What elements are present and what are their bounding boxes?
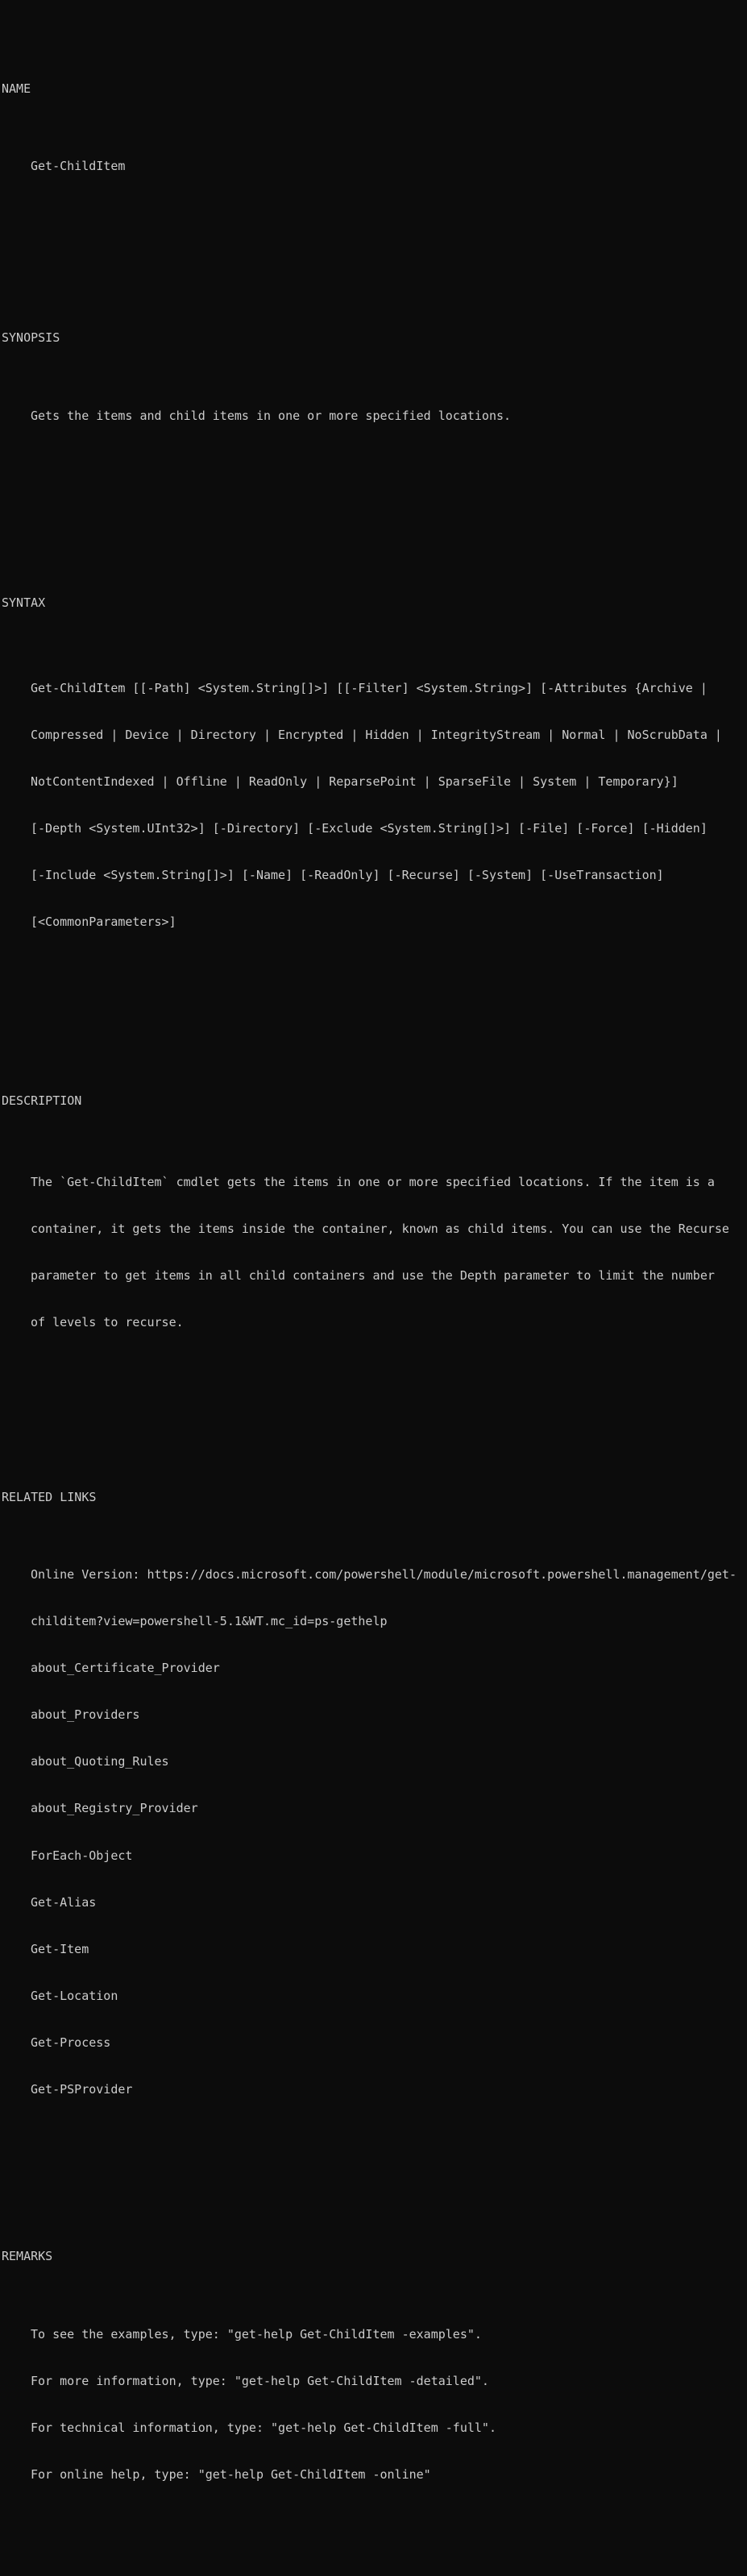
description-line: container, it gets the items inside the container, known as child items. You can use the Recurse — [31, 1222, 729, 1237]
related-link: about_Certificate_Provider — [31, 1661, 220, 1676]
related-link: Get-Item — [31, 1941, 89, 1956]
section-body-related-links — [2, 1537, 747, 2129]
description-line: of levels to recurse. — [31, 1315, 184, 1330]
help-section-synopsis — [2, 299, 747, 486]
remarks-line: For technical information, type: "get-help Get-ChildItem -full". — [31, 2420, 496, 2435]
help-section-remarks — [2, 2217, 747, 2545]
help-section-related-links — [2, 1458, 747, 2159]
online-version-link-wrap[interactable]: childitem?view=powershell-5.1&WT.mc_id=ps-gethelp — [31, 1614, 388, 1629]
section-heading-related-links: RELATED LINKS — [2, 1489, 97, 1504]
section-body-remarks — [2, 2296, 747, 2514]
related-link: Get-Process — [31, 2035, 111, 2050]
related-link: Get-Location — [31, 1988, 118, 2003]
cmdlet-name: Get-ChildItem — [31, 159, 126, 174]
syntax-line: [<CommonParameters>] — [31, 914, 176, 929]
section-body-name — [2, 128, 747, 206]
online-version-link[interactable]: Online Version: https://docs.microsoft.com/powershell/module/microsoft.powershell.management/get- — [31, 1567, 737, 1583]
related-link: Get-PSProvider — [31, 2081, 133, 2097]
remarks-line: For online help, type: "get-help Get-ChildItem -online" — [31, 2466, 431, 2482]
syntax-line: [-Depth <System.UInt32>] [-Directory] [-Exclude <System.String[]>] [-File] [-Force] [-Hidden] — [31, 820, 708, 836]
help-section-name — [2, 50, 747, 237]
description-line: The `Get-ChildItem` cmdlet gets the items in one or more specified locations. If the item is a — [31, 1175, 715, 1190]
remarks-line: For more information, type: "get-help Get-ChildItem -detailed". — [31, 2373, 489, 2388]
synopsis-text: Gets the items and child items in one or more specified locations. — [31, 408, 512, 423]
section-heading-description: DESCRIPTION — [2, 1093, 82, 1109]
section-body-synopsis — [2, 377, 747, 455]
section-body-description — [2, 1143, 747, 1362]
description-line: parameter to get items in all child containers and use the Depth parameter to limit the number — [31, 1268, 715, 1284]
remarks-line: To see the examples, type: "get-help Get-ChildItem -examples". — [31, 2326, 482, 2342]
related-link: ForEach-Object — [31, 1848, 133, 1863]
related-link: about_Registry_Provider — [31, 1801, 198, 1816]
syntax-line: Compressed | Device | Directory | Encrypted | Hidden | IntegrityStream | Normal | NoScrubData | — [31, 727, 722, 742]
related-link: about_Providers — [31, 1707, 140, 1723]
syntax-line: Get-ChildItem [[-Path] <System.String[]>] [[-Filter] <System.String>] [-Attributes {Archive | — [31, 680, 708, 695]
section-heading-remarks: REMARKS — [2, 2249, 53, 2264]
related-link: Get-Alias — [31, 1894, 97, 1910]
syntax-line: NotContentIndexed | Offline | ReadOnly | ReparsePoint | SparseFile | System | Temporary}] — [31, 774, 679, 789]
help-section-description — [2, 1063, 747, 1393]
syntax-line: [-Include <System.String[]>] [-Name] [-ReadOnly] [-Recurse] [-System] [-UseTransaction] — [31, 867, 664, 882]
section-body-syntax — [2, 649, 747, 961]
related-link: about_Quoting_Rules — [31, 1754, 169, 1769]
section-heading-syntax: SYNTAX — [2, 595, 46, 611]
help-section-syntax — [2, 564, 747, 992]
section-heading-synopsis: SYNOPSIS — [2, 330, 60, 345]
section-heading-name: NAME — [2, 81, 31, 96]
